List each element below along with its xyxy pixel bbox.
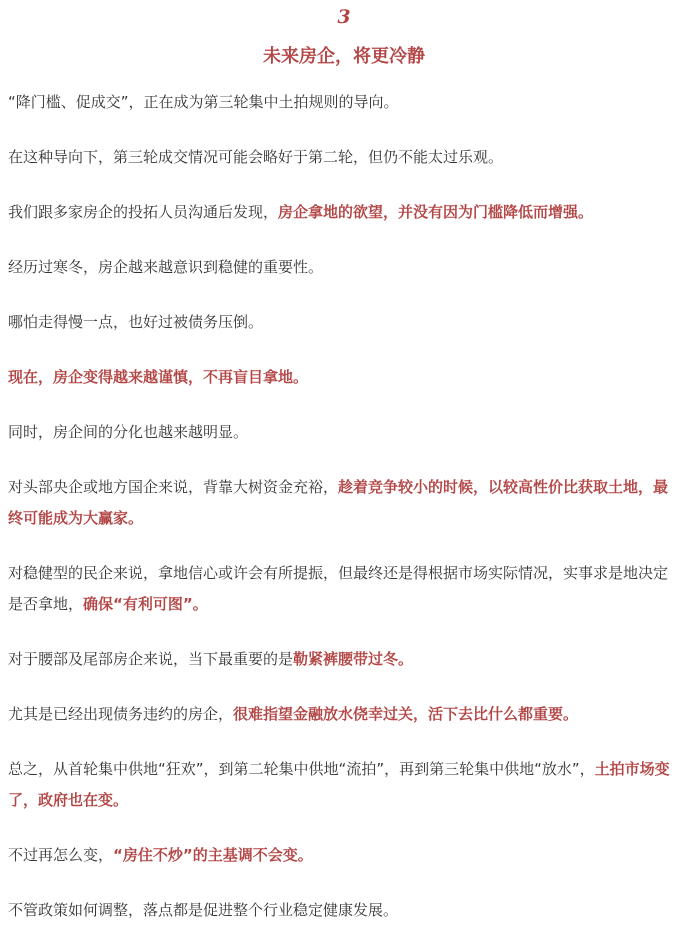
body-text: 我们跟多家房企的投拓人员沟通后发现， <box>8 203 279 221</box>
body-text: 尤其是已经出现债务违约的房企， <box>8 705 234 723</box>
highlighted-text: 现在，房企变得越来越谨慎，不再盲目拿地。 <box>8 368 309 386</box>
paragraph <box>8 558 680 620</box>
article-page <box>0 5 692 933</box>
paragraph <box>8 307 680 338</box>
body-text: 不过再怎么变， <box>8 846 114 864</box>
paragraph <box>8 754 680 816</box>
body-text: 在这种导向下，第三轮成交情况可能会略好于第二轮，但仍不能太过乐观。 <box>8 148 504 166</box>
article-body <box>8 87 680 926</box>
body-text: 对头部央企或地方国企来说，背靠大树资金充裕， <box>8 478 339 496</box>
highlighted-text: 确保“有利可图”。 <box>83 595 208 613</box>
highlighted-text: 房企拿地的欲望，并没有因为门槛降低而增强。 <box>278 203 594 221</box>
paragraph <box>8 895 680 926</box>
body-text: 哪怕走得慢一点，也好过被债务压倒。 <box>8 313 264 331</box>
paragraph <box>8 197 680 228</box>
paragraph <box>8 699 680 730</box>
highlighted-text: 很难指望金融放水侥幸过关，活下去比什么都重要。 <box>233 705 579 723</box>
body-text: 对稳健型的民企来说，拿地信心或许会有所提振，但最终还是得根据市场实际情况，实事求是地决定是否拿地， <box>8 564 669 613</box>
section-title: 未来房企，将更冷静 <box>263 46 425 67</box>
paragraph <box>8 87 680 118</box>
body-text: 总之，从首轮集中供地“狂欢”，到第二轮集中供地“流拍”，再到第三轮集中供地“放水”， <box>8 760 595 778</box>
paragraph <box>8 840 680 871</box>
body-text: 同时，房企间的分化也越来越明显。 <box>8 423 249 441</box>
body-text: 经历过寒冬，房企越来越意识到稳健的重要性。 <box>8 258 324 276</box>
section-number: 3 <box>337 6 351 28</box>
body-text: 不管政策如何调整，落点都是促进整个行业稳定健康发展。 <box>8 901 399 919</box>
paragraph <box>8 472 680 534</box>
paragraph <box>8 644 680 675</box>
highlighted-text: “房住不炒”的主基调不会变。 <box>113 846 313 864</box>
highlighted-text: 土拍市场变了，政府也在变。 <box>8 760 670 809</box>
paragraph <box>8 362 680 393</box>
paragraph <box>8 417 680 448</box>
paragraph <box>8 142 680 173</box>
highlighted-text: 勒紧裤腰带过冬。 <box>293 650 414 668</box>
body-text: 对于腰部及尾部房企来说，当下最重要的是 <box>8 650 294 668</box>
body-text: “降门槛、促成交”，正在成为第三轮集中土拍规则的导向。 <box>8 93 399 111</box>
highlighted-text: 趁着竞争较小的时候，以较高性价比获取土地，最终可能成为大赢家。 <box>8 478 669 527</box>
paragraph <box>8 252 680 283</box>
